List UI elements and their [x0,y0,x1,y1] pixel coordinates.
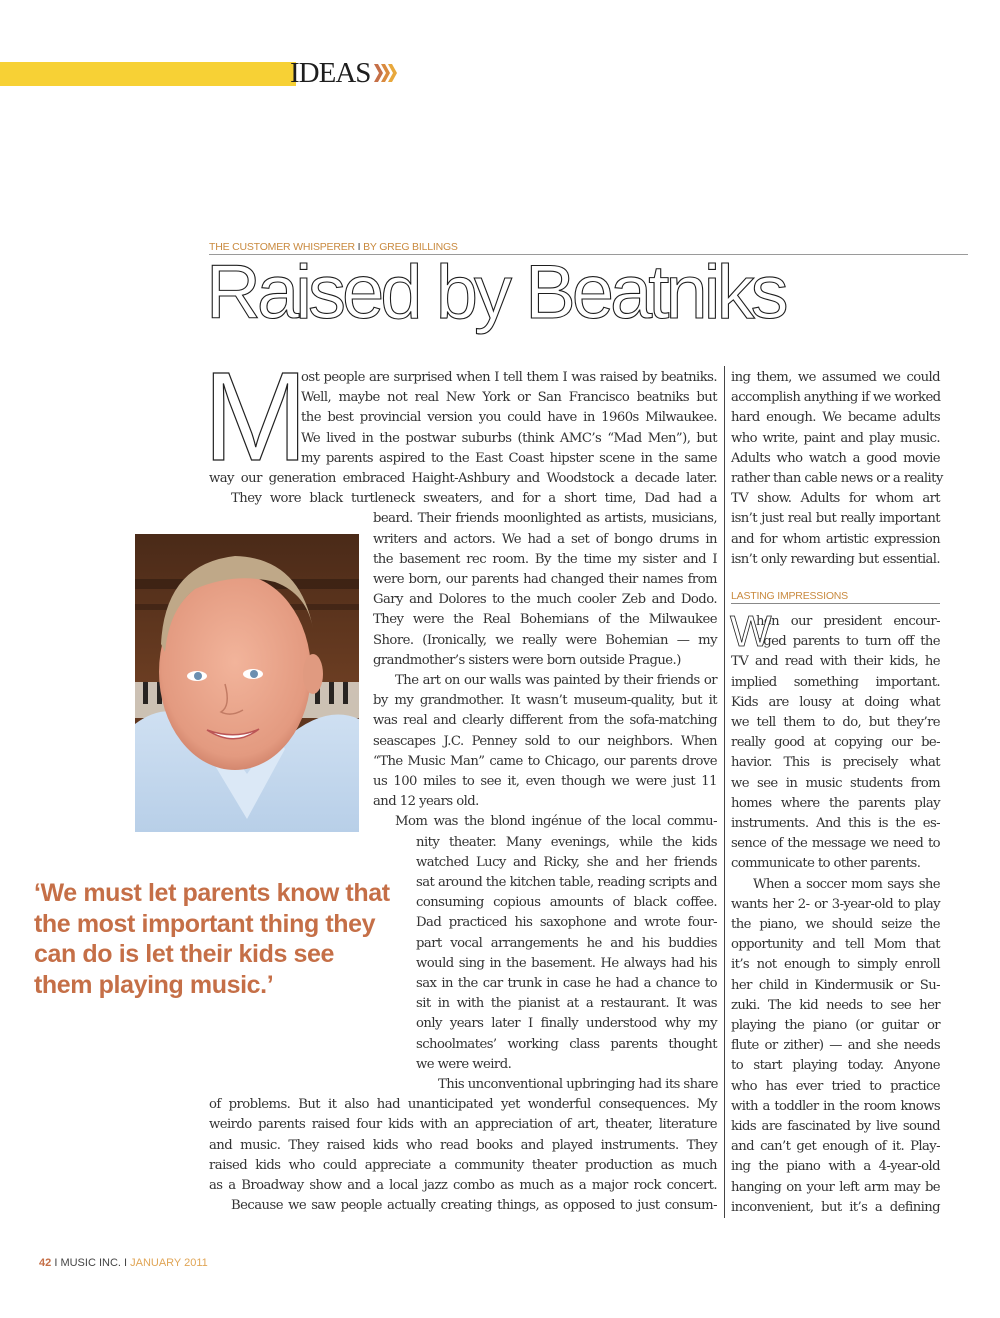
text-line: the piano, we should seize the [731,917,940,932]
text-line: and music. They raised kids who read books and played instruments. They [209,1137,717,1153]
footer-separator: I [124,1257,128,1269]
text-line: isn’t just real but really important [731,511,940,527]
text-line: They wore black turtleneck sweaters, and for a short time, Dad had a [231,491,717,507]
text-line: my parents aspired to the East Coast hipster scene in the same [301,450,717,466]
drop-cap: M [203,346,304,487]
page-footer [39,1257,208,1269]
text-line: “The Music Man” came to Chicago, our parents drove [373,753,717,769]
text-line: opportunity and tell Mom that [731,937,940,953]
text-line: The art on our walls was painted by their friends or [395,673,717,688]
text-line: isn’t only rewarding but essential. [731,551,940,567]
column-name: THE CUSTOMER WHISPERER [209,241,355,253]
text-line: sence of the message we need to [731,836,940,852]
text-line: sat around the kitchen table, reading scripts and [416,875,717,890]
text-line: aged parents to turn off the [756,634,940,650]
text-line: instruments. And this is the es- [731,816,940,831]
text-line: When a soccer mom says she [753,876,940,892]
subheading: LASTING IMPRESSIONS [731,590,940,604]
text-line: Because we saw people actually creating things, as opposed to just consum- [231,1198,717,1214]
text-line: the basement rec room. By the time my sister and I [373,551,717,567]
text-line: and 12 years old. [373,794,479,810]
text-line: and for whom artistic expression [731,531,940,547]
text-line: havior. This is precisely what [731,755,940,771]
text-line: we see in music students from [731,775,940,791]
text-line: we tell them to do, but they’re [731,715,940,730]
column-divider [724,366,725,1218]
text-line: Dad practiced his saxophone and wrote four- [416,915,717,931]
text-line: of problems. But it also had unanticipated yet wonderful consequences. My [209,1097,717,1113]
text-line: ing the piano with a 4-year-old [731,1159,940,1175]
text-line: to start playing today. Anyone [731,1058,940,1074]
text-line: really good at copying our be- [731,735,940,751]
text-line: us 100 miles to see it, even though we were just 11 [373,774,717,789]
header-accent-band [0,62,296,86]
text-line: kids are fascinated by live sound [731,1119,940,1134]
text-line: writers and actors. We had a set of bongo drums in [373,531,717,547]
section-title: IDEAS [290,56,371,89]
text-line: rather than cable news or a reality [731,471,943,486]
text-line: was real and clearly different from the sofa-matching [373,713,717,729]
text-line: Shore. (Ironically, we really were Bohemian — my [373,632,717,648]
text-line: TV show. Adults for whom art [731,491,940,507]
text-line: We lived in the postwar suburbs (think AMC’s “Mad Men”), but [301,430,717,446]
text-line: ing them, we assumed we could [731,370,940,385]
page-number: 42 [39,1257,52,1269]
byline: BY GREG BILLINGS [363,241,458,253]
text-line: nity theater. Many evenings, while the kids [416,834,717,850]
text-line: implied something important. [731,674,940,690]
text-line: beard. Their friends moonlighted as artists, musicians, [373,511,717,527]
text-line: communicate to other parents. [731,856,921,872]
text-line: inconvenient, but it’s a defining [731,1199,940,1215]
text-line: seascapes J.C. Penney sold to our neighbors. When [373,733,717,749]
text-line: were born, our parents had changed their names from [373,572,717,587]
author-photo [135,534,359,832]
text-line: way our generation embraced Haight-Ashbury and Woodstock a decade later. [209,471,717,486]
issue-date: JANUARY 2011 [130,1257,208,1269]
chevrons-icon [374,64,395,82]
text-line: hanging on your left arm may be [731,1179,940,1195]
text-line: only years later I finally understood why my [416,1016,717,1032]
text-line: hard enough. We became adults [731,410,940,426]
publication-name: MUSIC INC. [60,1257,121,1269]
text-line: the best provincial version you could have in 1960s Milwaukee. [301,410,717,426]
text-line: Mom was the blond ingénue of the local commu- [395,814,717,830]
text-line: flute or zither) — and she needs [731,1038,940,1054]
text-line: and can’t get enough of it. Play- [731,1139,940,1155]
text-line: part vocal arrangements he and his buddies [416,935,717,951]
text-line: as a Broadway show and a local jazz combo as much as a major rock concert. [209,1178,717,1193]
text-line: Adults who watch a good movie [731,450,940,466]
text-line: it’s not enough to simply enroll [731,957,940,973]
text-line: Well, maybe not real New York or San Francisco beatniks but [301,390,717,406]
text-line: watched Lucy and Ricky, she and her friends [416,854,717,870]
text-line: sit in with the pianist at a restaurant. It was [416,996,717,1012]
pull-quote: ‘We must let parents know that the most important thing they can do is let their kids see them playing music.’ [34,879,390,999]
text-line: accomplish anything if we worked [731,390,941,406]
text-line: who has ever tried to practice [731,1078,940,1094]
text-line: we were weird. [416,1056,512,1072]
text-line: schoolmates’ working class parents thought [416,1036,717,1052]
text-line: playing the piano (or guitar or [731,1018,940,1033]
text-line: raised kids who could appreciate a community theater production as much [209,1157,717,1173]
footer-separator: I [54,1257,58,1269]
text-line: homes where the parents play [731,795,940,811]
text-line: Gary and Dolores to the much cooler Zeb and Dodo. [373,592,717,608]
article-title: Raised by Beatniks [206,250,785,335]
drop-cap-2: W [730,607,772,656]
text-line: consuming copious amounts of black coffee. [416,895,717,911]
kicker-separator: I [357,241,361,253]
text-line: TV and read with their kids, he [731,654,940,670]
section-label [290,57,395,89]
text-line: would sing in the basement. He always had his [416,955,717,971]
text-line: wants her 2- or 3-year-old to play [731,896,940,912]
text-line: with a toddler in the room knows [731,1098,940,1114]
text-line: This unconventional upbringing had its share [438,1077,718,1092]
text-line: grandmother’s sisters were born outside Prague.) [373,652,681,668]
text-line: who write, paint and play music. [731,430,940,446]
text-line: ost people are surprised when I tell them I was raised by beatniks. [301,370,717,385]
text-line: weirdo parents raised four kids with an appreciation of art, theater, literature [209,1117,717,1133]
text-line: Kids are lousy at doing what [731,694,940,710]
text-line: zuki. The kid needs to see her [731,997,940,1013]
text-line: sax in the car trunk in case he had a chance to [416,976,717,991]
text-line: They were the Real Bohemians of the Milwaukee [373,612,717,628]
text-line: her child in Kindermusik or Su- [731,977,940,993]
text-line: by my grandmother. It wasn’t museum-quality, but it [373,693,717,709]
text-line: hen our president encour- [756,614,940,629]
